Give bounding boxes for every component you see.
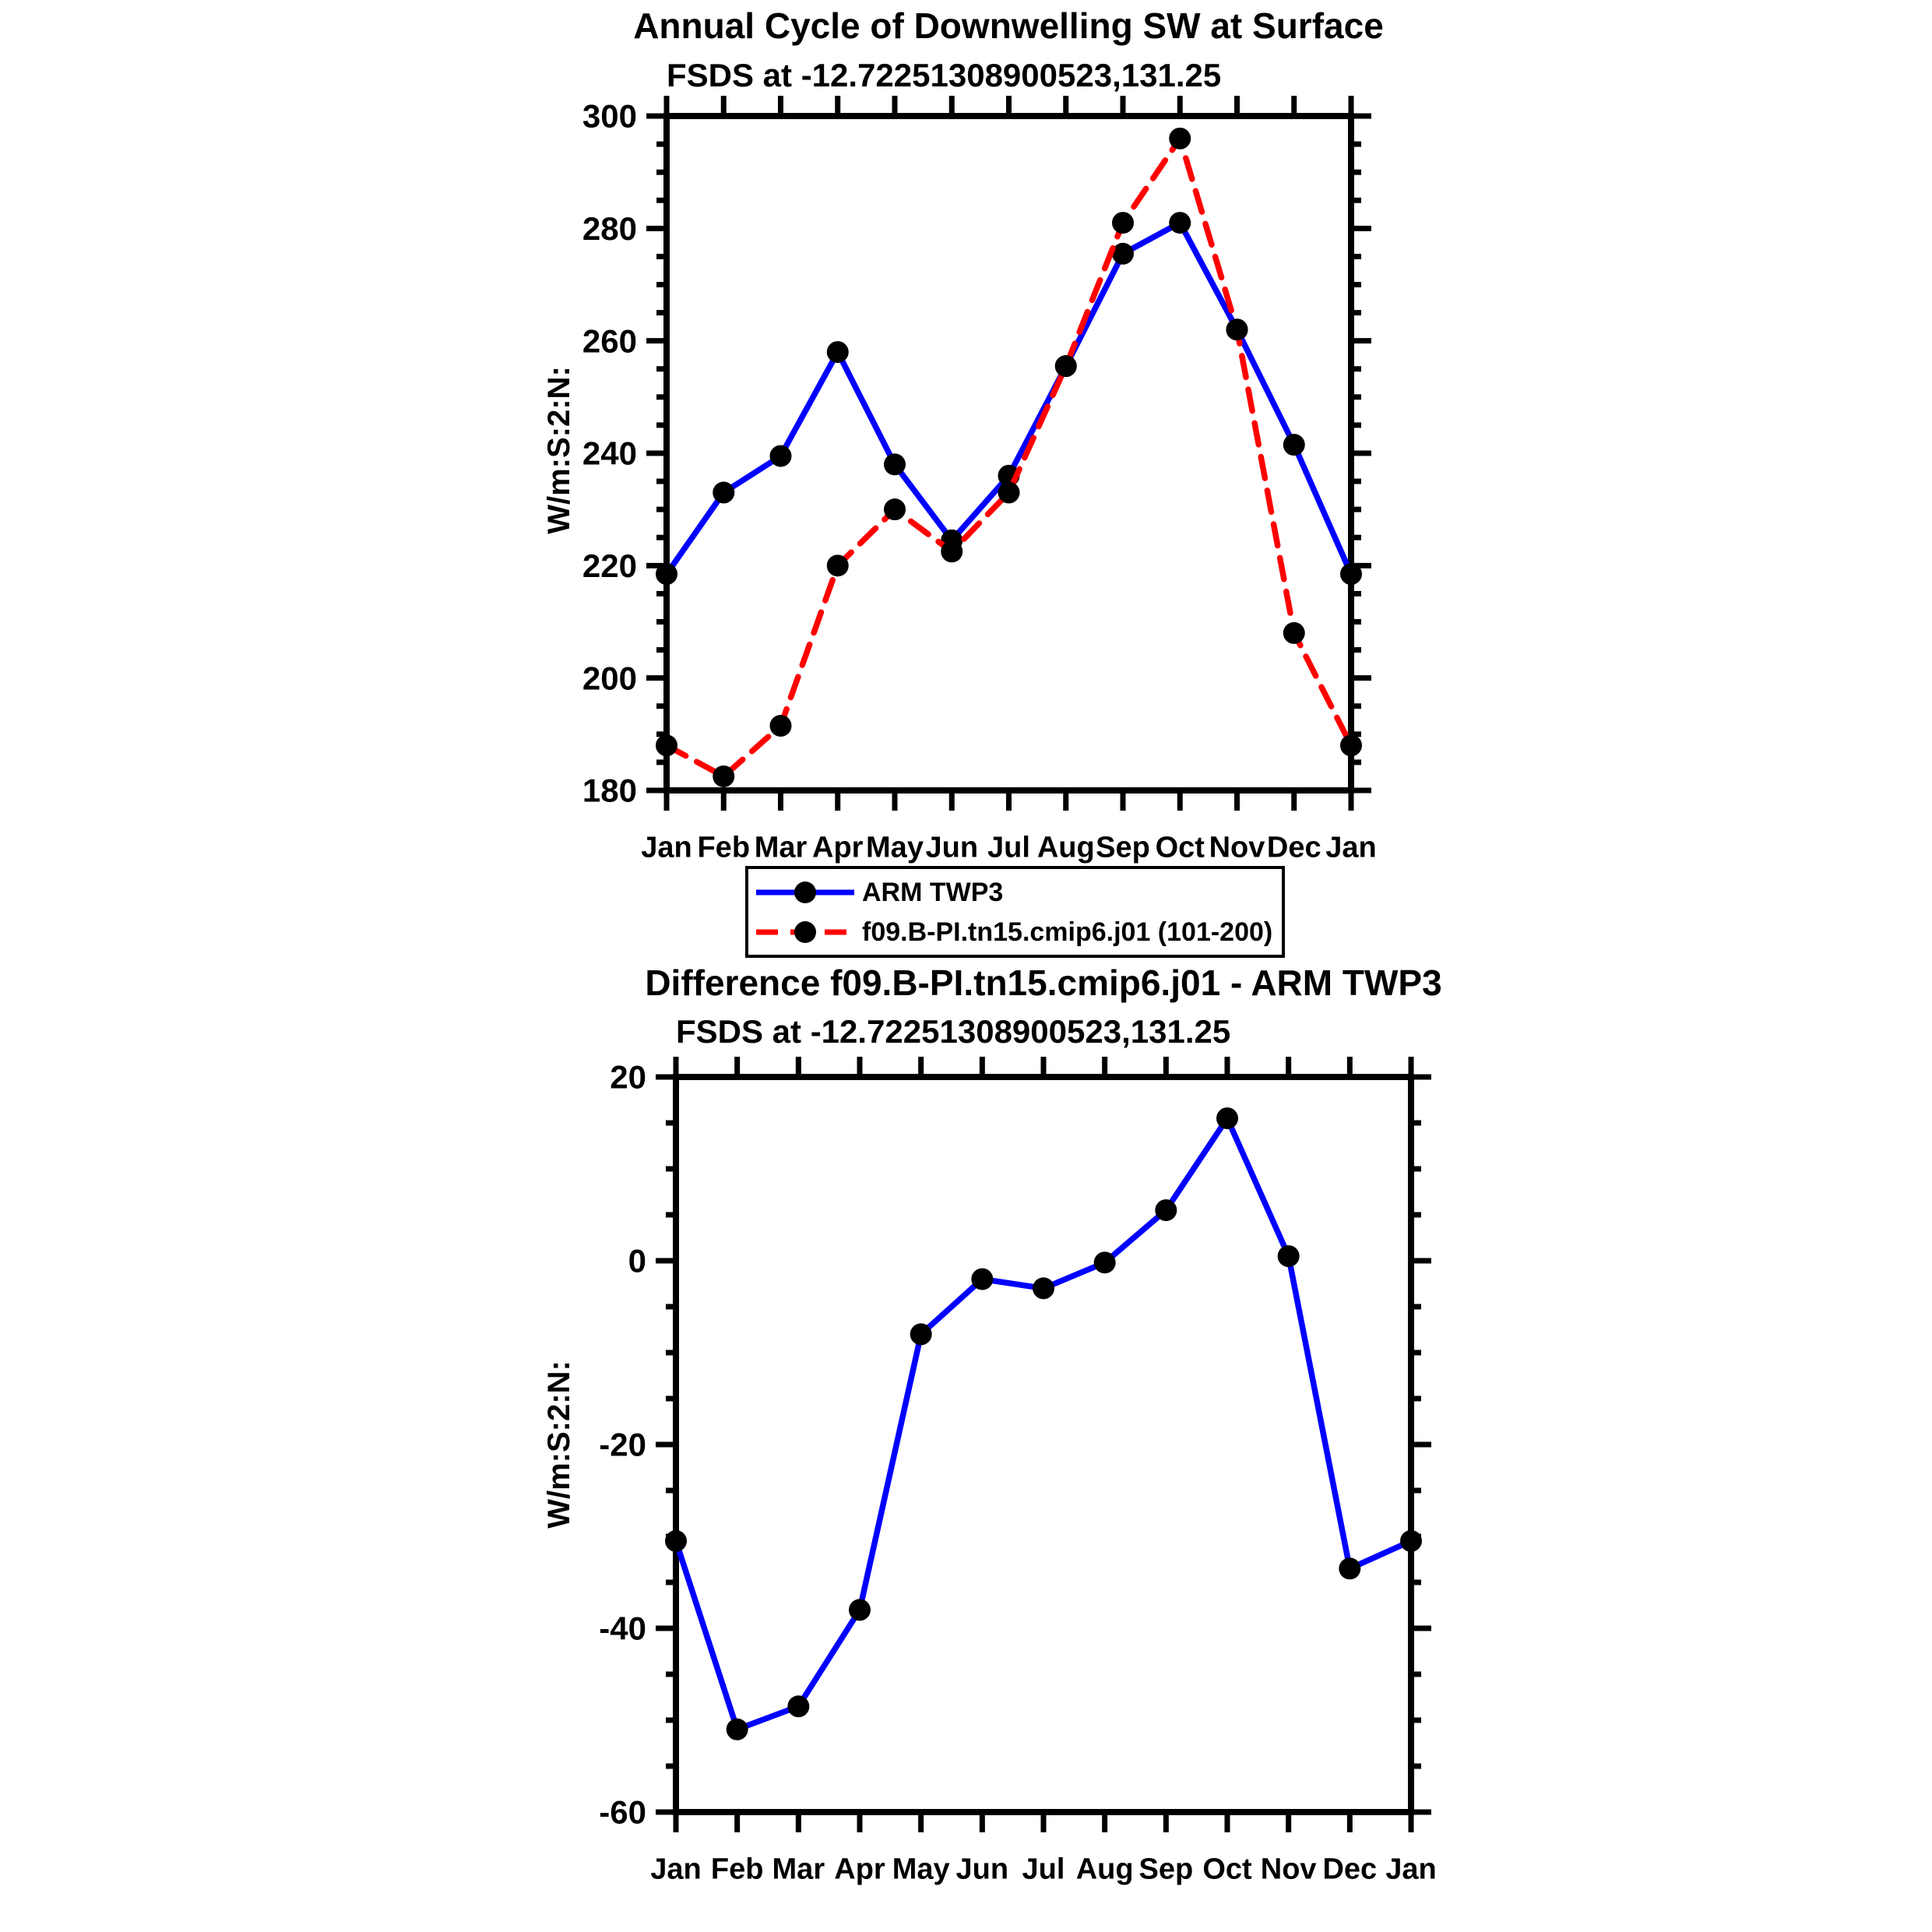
data-point xyxy=(727,1719,748,1740)
x-tick-label: Jun xyxy=(925,831,979,864)
data-point xyxy=(1400,1530,1422,1552)
data-point xyxy=(1340,563,1362,585)
data-point xyxy=(1112,243,1134,265)
x-tick-label: Sep xyxy=(1096,831,1150,864)
data-point xyxy=(1169,212,1191,234)
x-tick-label: Feb xyxy=(697,831,751,864)
x-tick-label: Dec xyxy=(1322,1853,1378,1886)
data-point xyxy=(1169,128,1191,150)
data-point xyxy=(770,445,792,467)
legend-line-sample-dashed xyxy=(753,917,857,948)
top-chart-title: Annual Cycle of Downwelling SW at Surface xyxy=(633,5,1384,46)
data-point xyxy=(910,1323,932,1345)
data-point xyxy=(770,715,792,737)
x-tick-label: Dec xyxy=(1266,831,1321,864)
legend-item-obs[interactable] xyxy=(753,875,1282,910)
legend-item-model[interactable] xyxy=(753,915,1282,949)
y-tick-label: 300 xyxy=(582,97,637,135)
data-point xyxy=(665,1530,687,1552)
data-point xyxy=(827,341,849,363)
y-tick-label: 180 xyxy=(582,772,637,809)
bottom-chart-subtitle: FSDS at -12.72251308900523,131.25 xyxy=(676,1013,1231,1050)
y-tick-label: -20 xyxy=(599,1426,646,1463)
x-tick-label: Apr xyxy=(812,831,864,864)
data-point xyxy=(941,540,962,562)
data-point xyxy=(787,1695,809,1717)
legend-label-model: f09.B-PI.tn15.cmip6.j01 (101-200) xyxy=(862,917,1273,947)
data-point xyxy=(1094,1251,1116,1273)
x-tick-label: Feb xyxy=(710,1853,764,1886)
x-tick-label: Jun xyxy=(955,1853,1009,1886)
x-tick-label: Jul xyxy=(1022,1853,1065,1886)
data-point xyxy=(1283,622,1305,644)
legend-label-obs: ARM TWP3 xyxy=(862,877,1004,907)
data-point xyxy=(1283,434,1305,456)
x-tick-label: Jan xyxy=(1325,831,1377,864)
data-point xyxy=(971,1269,993,1290)
data-point xyxy=(1278,1245,1300,1267)
y-tick-label: -40 xyxy=(599,1610,646,1647)
data-point xyxy=(884,498,906,520)
data-point xyxy=(713,482,734,504)
data-point xyxy=(1155,1199,1177,1221)
x-tick-label: Jan xyxy=(1385,1853,1437,1886)
y-tick-label: 200 xyxy=(582,660,637,697)
data-point xyxy=(713,765,734,787)
data-point xyxy=(656,734,677,756)
top-chart-subtitle: FSDS at -12.72251308900523,131.25 xyxy=(667,57,1222,93)
x-tick-label: Aug xyxy=(1036,831,1095,864)
data-point xyxy=(1112,212,1134,234)
bottom-chart-title: Difference f09.B-PI.tn15.cmip6.j01 - ARM TWP3 xyxy=(645,962,1442,1003)
x-tick-label: May xyxy=(892,1853,950,1886)
data-point xyxy=(884,453,906,475)
plot-box xyxy=(667,116,1351,790)
plot-box xyxy=(676,1077,1411,1812)
data-point xyxy=(1216,1107,1238,1129)
top-chart-y-axis-title: W/m:S:2:N: xyxy=(542,366,576,534)
x-tick-label: Nov xyxy=(1260,1853,1317,1886)
data-point xyxy=(849,1599,871,1621)
x-tick-label: Apr xyxy=(834,1853,885,1886)
x-tick-label: Jan xyxy=(650,1853,702,1886)
x-tick-label: Nov xyxy=(1209,831,1265,864)
y-tick-label: 260 xyxy=(582,322,637,360)
y-tick-label: 240 xyxy=(582,435,637,472)
data-point xyxy=(1033,1277,1054,1299)
y-tick-label: 20 xyxy=(610,1058,646,1096)
bottom-chart-y-axis-title: W/m:S:2:N: xyxy=(542,1360,576,1529)
data-point xyxy=(1340,734,1362,756)
y-tick-label: -60 xyxy=(599,1793,646,1831)
x-tick-label: Mar xyxy=(754,831,808,864)
data-point xyxy=(827,554,849,576)
series-line xyxy=(676,1118,1411,1730)
data-point xyxy=(1226,318,1248,340)
x-tick-label: Sep xyxy=(1138,1853,1194,1886)
data-point xyxy=(998,482,1020,504)
y-tick-label: 0 xyxy=(628,1242,646,1279)
x-tick-label: Aug xyxy=(1075,1853,1134,1886)
y-tick-label: 220 xyxy=(582,547,637,585)
data-point xyxy=(656,563,677,585)
series-line xyxy=(667,139,1351,776)
x-tick-label: Jan xyxy=(641,831,692,864)
data-point xyxy=(1055,355,1077,377)
x-tick-label: May xyxy=(866,831,924,864)
y-tick-label: 280 xyxy=(582,210,637,248)
data-point xyxy=(1339,1557,1360,1579)
x-tick-label: Mar xyxy=(772,1853,825,1886)
x-tick-label: Oct xyxy=(1202,1853,1252,1886)
x-tick-label: Jul xyxy=(987,831,1030,864)
legend xyxy=(745,866,1285,958)
x-tick-label: Oct xyxy=(1155,831,1205,864)
legend-line-sample-solid xyxy=(753,877,857,908)
